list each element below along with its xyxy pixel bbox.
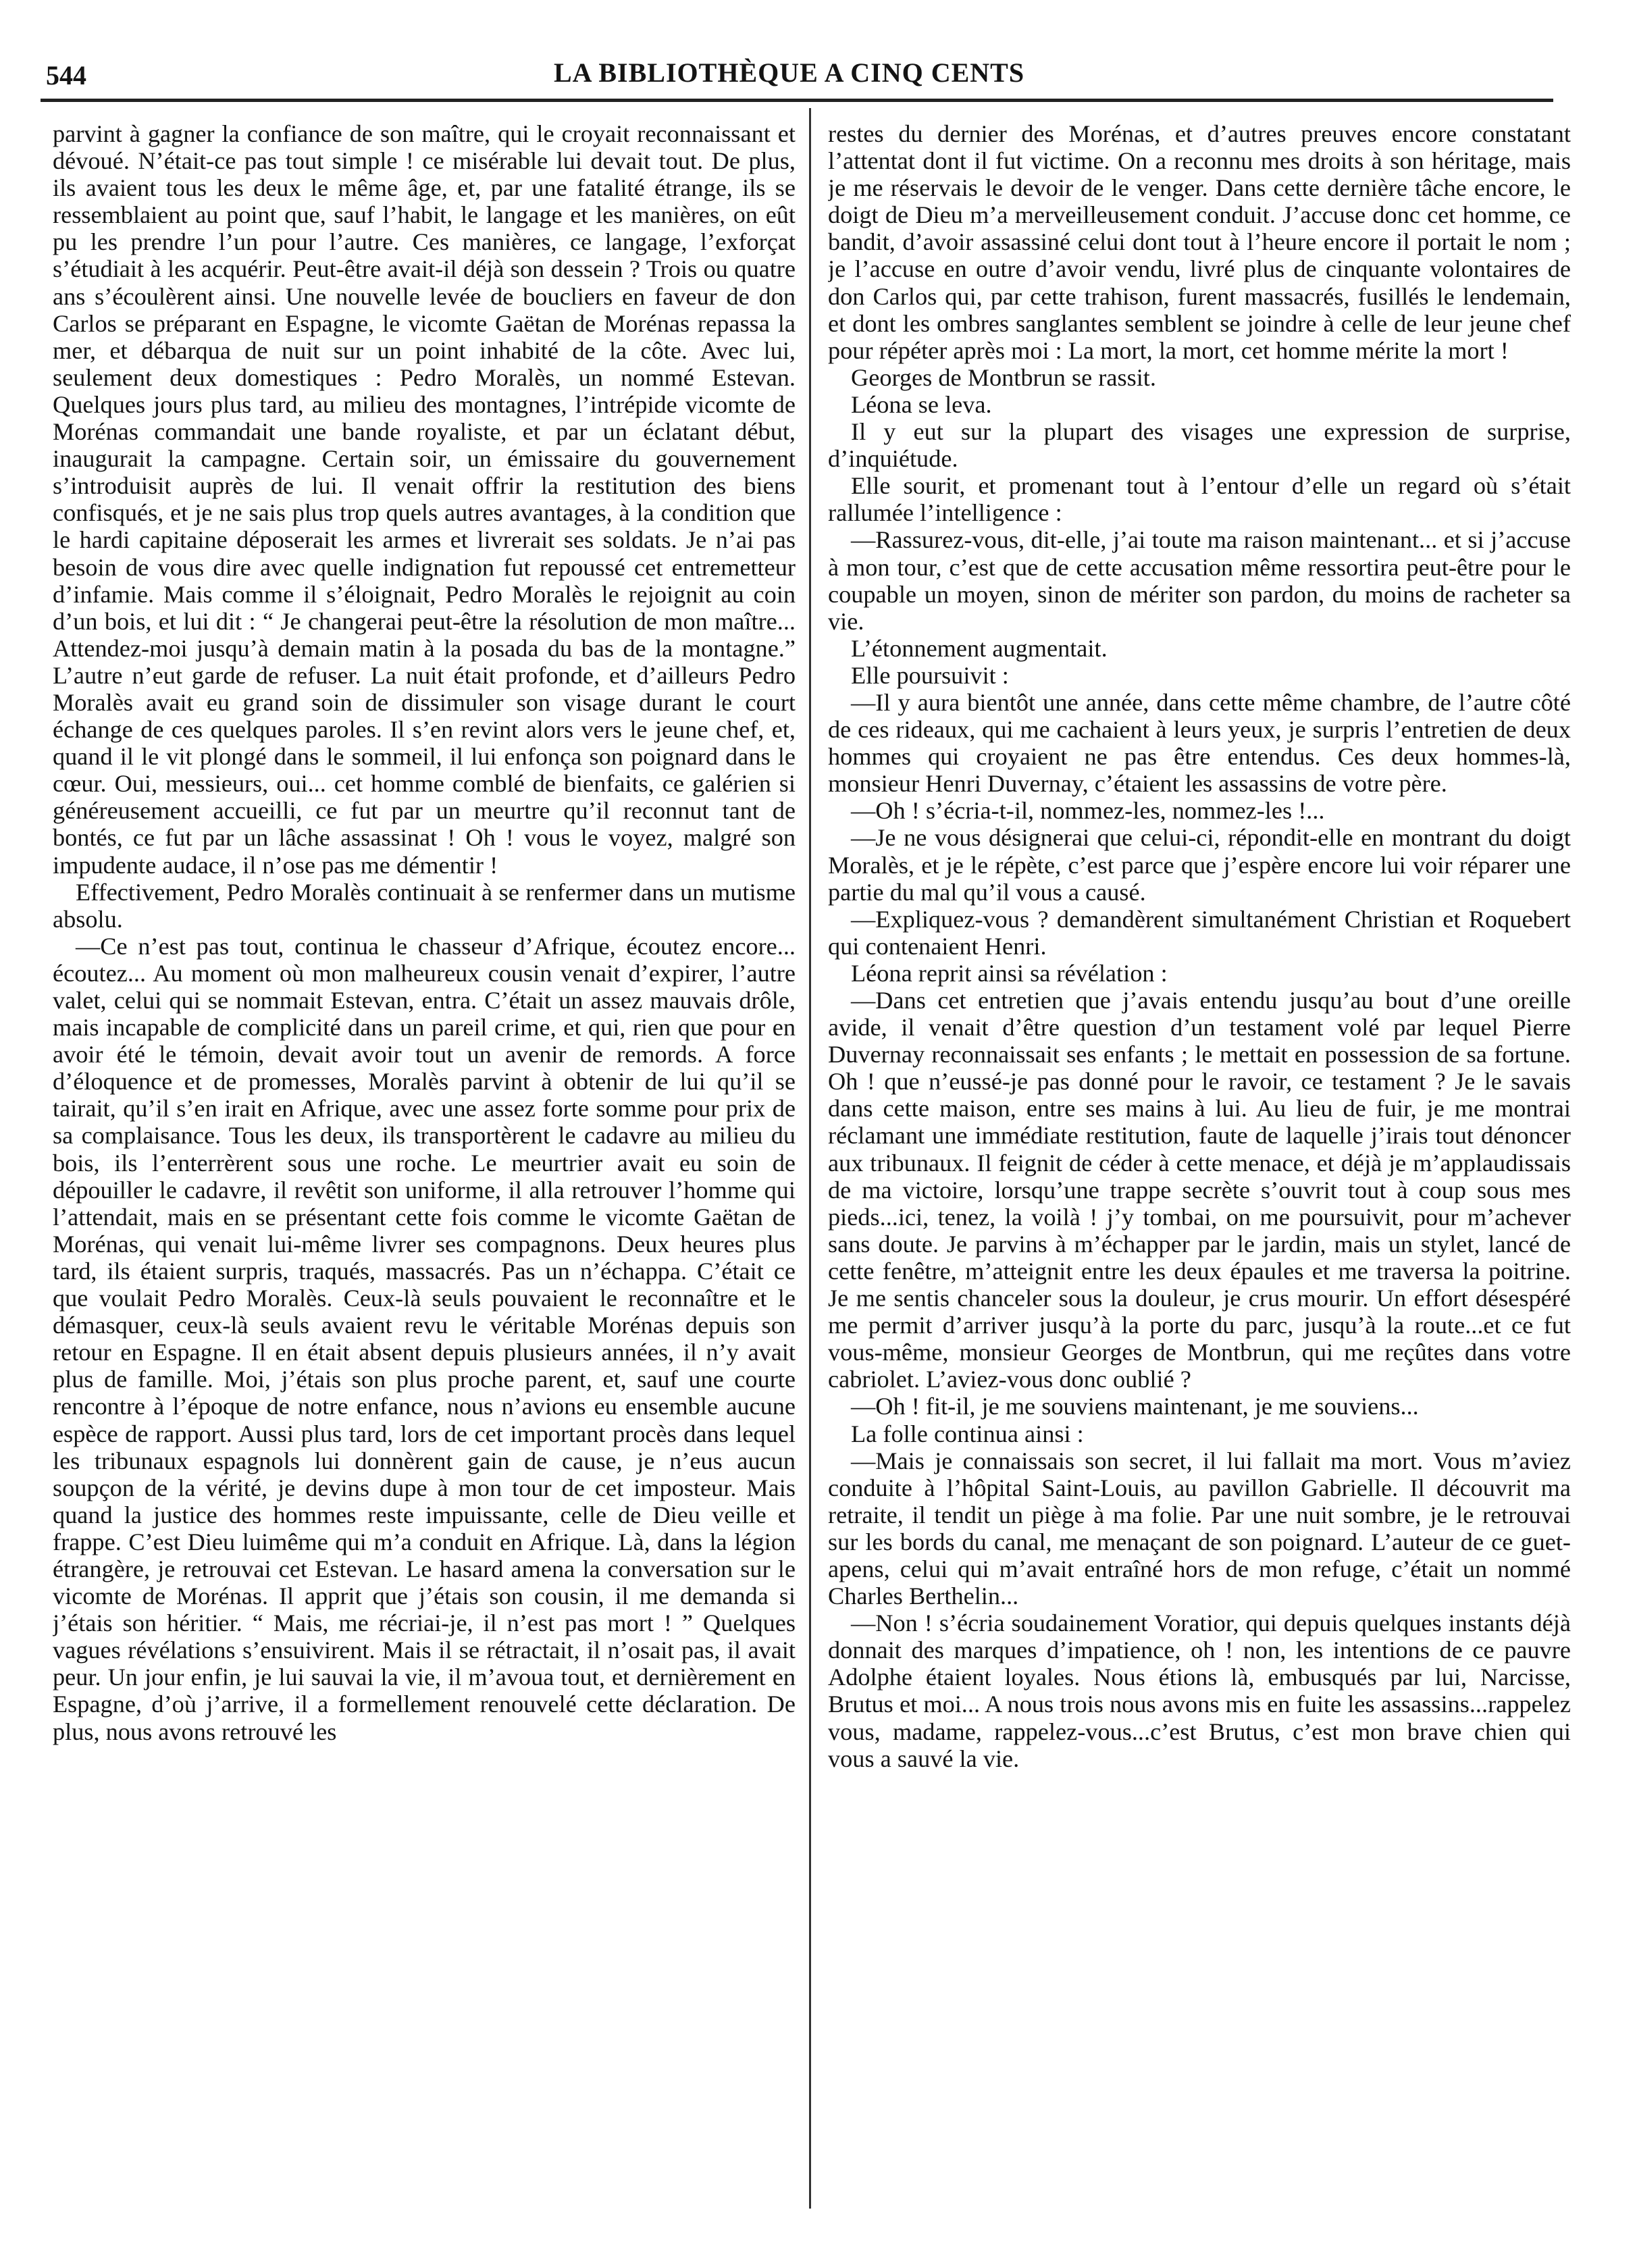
- paragraph: —Oh ! fit-il, je me souviens maintenant, je me souviens...: [851, 1393, 1419, 1420]
- paragraph: La folle continua ainsi :: [851, 1420, 1084, 1447]
- paragraph: —Rassurez-vous, dit-elle, j’ai toute ma raison maintenant... et si j’accuse à mon tour, c’est que de cette accusation même ressortira peut-être pour le coupable un moyen, sinon de mériter son pardon, du moins de racheter sa vie.: [828, 526, 1571, 635]
- paragraph: restes du dernier des Morénas, et d’autres preuves encore constatant l’attentat dont il fut victime. On a reconnu mes droits à son héritage, mais je me réservais le devoir de le venger. Dans cette dernière tâche encore, le doigt de Dieu m’a merveilleusement conduit. J’accuse donc cet homme, ce bandit, d’avoir assassiné celui dont tout à l’heure encore il portait le nom ; je l’accuse en outre d’avoir vendu, livré plus de cinquante volontaires de don Carlos qui, par cette trahison, furent massacrés, fusillés le lendemain, et dont les ombres sanglantes semblent se joindre à celle de leur jeune chef pour répéter après moi : La mort, la mort, cet homme mérite la mort !: [828, 120, 1571, 364]
- paragraph: —Il y aura bientôt une année, dans cette même chambre, de l’autre côté de ces rideaux, qui me cachaient à leurs yeux, je surpris l’entretien de deux hommes qui croyaient ne pas être entendus. Ces deux hommes-là, monsieur Henri Duvernay, c’étaient les assassins de votre père.: [828, 688, 1571, 798]
- paragraph: —Je ne vous désignerai que celui-ci, répondit-elle en montrant du doigt Moralès, et je le répète, c’est parce que j’espère encore lui voir réparer une partie du mal qu’il vous a causé.: [828, 824, 1571, 906]
- paragraph: parvint à gagner la confiance de son maître, qui le croyait reconnaissant et dévoué. N’était-ce pas tout simple ! ce misérable lui devait tout. De plus, ils avaient tous les deux le même âge, et, par une fatalité étrange, ils se ressemblaient au point que, sauf l’habit, le langage et les manières, on eût pu les prendre l’un pour l’autre. Ces manières, ce langage, l’exforçat s’étudiait à les acquérir. Peut-être avait-il déjà son dessein ? Trois ou quatre ans s’écoulèrent ainsi. Une nouvelle levée de boucliers en faveur de don Carlos se préparant en Espagne, le vicomte Gaëtan de Morénas repassa la mer, et débarqua de nuit sur un point inhabité de la côte. Avec lui, seulement deux domestiques : Pedro Moralès, un nommé Estevan. Quelques jours plus tard, au milieu des montagnes, l’intrépide vicomte de Morénas commandait une bande royaliste, et par un éclatant début, inaugurait la campagne. Certain soir, un émissaire du gouvernement s’introduisit auprès de lui. Il venait offrir la restitution des biens confisqués, et je ne sais plus trop quels autres avantages, à la condition que le hardi capitaine déposerait les armes et livrerait ses soldats. Je n’ai pas besoin de vous dire avec quelle indignation fut repoussé cet entremetteur d’infamie. Mais comme il s’éloignait, Pedro Moralès le rejoignit au coin d’un bois, et lui dit : “ Je changerai peut-être la résolution de mon maître... Attendez-moi jusqu’à demain matin à la posada du bas de la montagne.” L’autre n’eut garde de refuser. La nuit était profonde, et d’ailleurs Pedro Moralès avait eu grand soin de dissimuler son visage durant le court échange de ces quelques paroles. Il s’en revint alors vers le jeune chef, et, quand il le vit plongé dans le sommeil, il lui enfonça son poignard dans le cœur. Oui, messieurs, oui... cet homme comblé de bienfaits, ce galérien si généreusement accueilli, ce fut par un meurtre qu’il reconnut tant de bontés, ce fut par un lâche assassinat ! Oh ! vous le voyez, malgré son impudente audace, il n’ose pas me démentir !: [53, 120, 796, 879]
- paragraph: —Oh ! s’écria-t-il, nommez-les, nommez-les !...: [851, 797, 1325, 825]
- paragraph: Elle poursuivit :: [851, 661, 1009, 689]
- paragraph: Il y eut sur la plupart des visages une expression de surprise, d’inquiétude.: [828, 418, 1571, 473]
- right-column: [828, 120, 1571, 2214]
- column-divider: [809, 108, 811, 2209]
- running-title: LA BIBLIOTHÈQUE A CINQ CENTS: [554, 57, 1025, 88]
- paragraph: L’étonnement augmentait.: [851, 634, 1108, 662]
- paragraph: —Non ! s’écria soudainement Voratior, qui depuis quelques instants déjà donnait des marques d’impatience, oh ! non, les intentions de ce pauvre Adolphe étaient loyales. Nous étions là, embusqués par lui, Narcisse, Brutus et moi... A nous trois nous avons mis en fuite les assassins...rappelez vous, madame, rappelez-vous...c’est Brutus, c’est mon brave chien qui vous a sauvé la vie.: [828, 1609, 1571, 1772]
- paragraph: —Mais je connaissais son secret, il lui fallait ma mort. Vous m’aviez conduite à l’hôpital Saint-Louis, au pavillon Gabrielle. Il découvrit ma retraite, il tendit un piège à ma folie. Par une nuit sombre, je le retrouvai sur les bords du canal, me menaçant de son poignard. L’auteur de ce guet-apens, celui qui m’avait entraîné hors de mon refuge, c’était un nommé Charles Berthelin...: [828, 1447, 1571, 1610]
- paragraph: Georges de Montbrun se rassit.: [851, 363, 1156, 391]
- paragraph: —Expliquez-vous ? demandèrent simultanément Christian et Roquebert qui contenaient Henri.: [828, 905, 1571, 960]
- paragraph: Léona reprit ainsi sa révélation :: [851, 959, 1168, 987]
- paragraph: Elle sourit, et promenant tout à l’entour d’elle un regard où s’était rallumée l’intelligence :: [828, 472, 1571, 527]
- paragraph: —Ce n’est pas tout, continua le chasseur d’Afrique, écoutez encore... écoutez... Au moment où mon malheureux cousin venait d’expirer, l’autre valet, celui qui se nommait Estevan, entra. C’était un assez mauvais drôle, mais incapable de complicité dans un pareil crime, et qui, rien que pour en avoir été le témoin, devait avoir tout un avenir de remords. A force d’éloquence et de promesses, Moralès parvint à obtenir de lui qu’il se tairait, qu’il s’en irait en Afrique, avec une assez forte somme pour prix de sa complaisance. Tous les deux, ils transportèrent le cadavre au milieu du bois, ils l’enterrèrent sous une roche. Le meurtrier avait eu soin de dépouiller le cadavre, il revêtit son uniforme, il alla retrouver l’homme qui l’attendait, mais en se présentant cette fois comme le vicomte Gaëtan de Morénas, qui venait lui-même livrer ses compagnons. Deux heures plus tard, ils étaient surpris, traqués, massacrés. Pas un n’échappa. C’était ce que voulait Pedro Moralès. Ceux-là seuls pouvaient le reconnaître et le démasquer, ceux-là seuls avaient revu le véritable Morénas depuis son retour en Espagne. Il en était absent depuis plusieurs années, il n’y avait plus de famille. Moi, j’étais son plus proche parent, et, sauf une courte rencontre à l’époque de notre enfance, nous n’avions eu ensemble aucune espèce de rapport. Aussi plus tard, lors de cet important procès dans lequel les tribunaux espagnols lui donnèrent gain de cause, je n’eus aucun soupçon de la vérité, je devins dupe à mon tour de cet imposteur. Mais quand la justice des hommes reste impuissante, celle de Dieu veille et frappe. C’est Dieu luimême qui m’a conduit en Afrique. Là, dans la légion étrangère, je retrouvai cet Estevan. Le hasard amena la conversation sur le vicomte de Morénas. Il apprit que j’étais son cousin, il me demanda si j’étais son héritier. “ Mais, me récriai-je, il n’est pas mort ! ” Quelques vagues révélations s’ensuivirent. Mais il se rétractait, il n’osait pas, il avait peur. Un jour enfin, je lui sauvai la vie, il m’avoua tout, et dernièrement en Espagne, d’où j’arrive, il a formellement renouvelé cette déclaration. De plus, nous avons retrouvé les: [53, 932, 796, 1745]
- paragraph: Léona se leva.: [851, 390, 992, 418]
- paragraph: —Dans cet entretien que j’avais entendu jusqu’au bout d’une oreille avide, il venait d’être question d’un testament volé par lequel Pierre Duvernay reconnaissait ses enfants ; le mettait en possession de sa fortune. Oh ! que n’eussé-je pas donné pour le ravoir, ce testament ? Je le savais dans cette maison, entre ses mains à lui. Au lieu de fuir, je me montrai réclamant une immédiate restitution, faute de laquelle j’irais tout dénoncer aux tribunaux. Il feignit de céder à cette menace, et déjà je m’applaudissais de ma victoire, lorsqu’une trappe secrète s’ouvrit tout à coup sous mes pieds...ici, tenez, la voilà ! j’y tombai, on me poursuivit, pour m’achever sans doute. Je parvins à m’échapper par le jardin, mais un stylet, lancé de cette fenêtre, m’atteignit entre les deux épaules et me traversa la poitrine. Je me sentis chanceler sous la douleur, je crus mourir. Un effort désespéré me permit d’arriver jusqu’à la porte du parc, jusqu’à la route...et ce fut vous-même, monsieur Georges de Montbrun, qui me reçûtes dans votre cabriolet. L’aviez-vous donc oublié ?: [828, 987, 1571, 1393]
- left-column: [53, 120, 796, 2214]
- header-rule: [41, 99, 1553, 102]
- paragraph: Effectivement, Pedro Moralès continuait à se renfermer dans un mutisme absolu.: [53, 878, 796, 933]
- page-number: 544: [46, 60, 86, 91]
